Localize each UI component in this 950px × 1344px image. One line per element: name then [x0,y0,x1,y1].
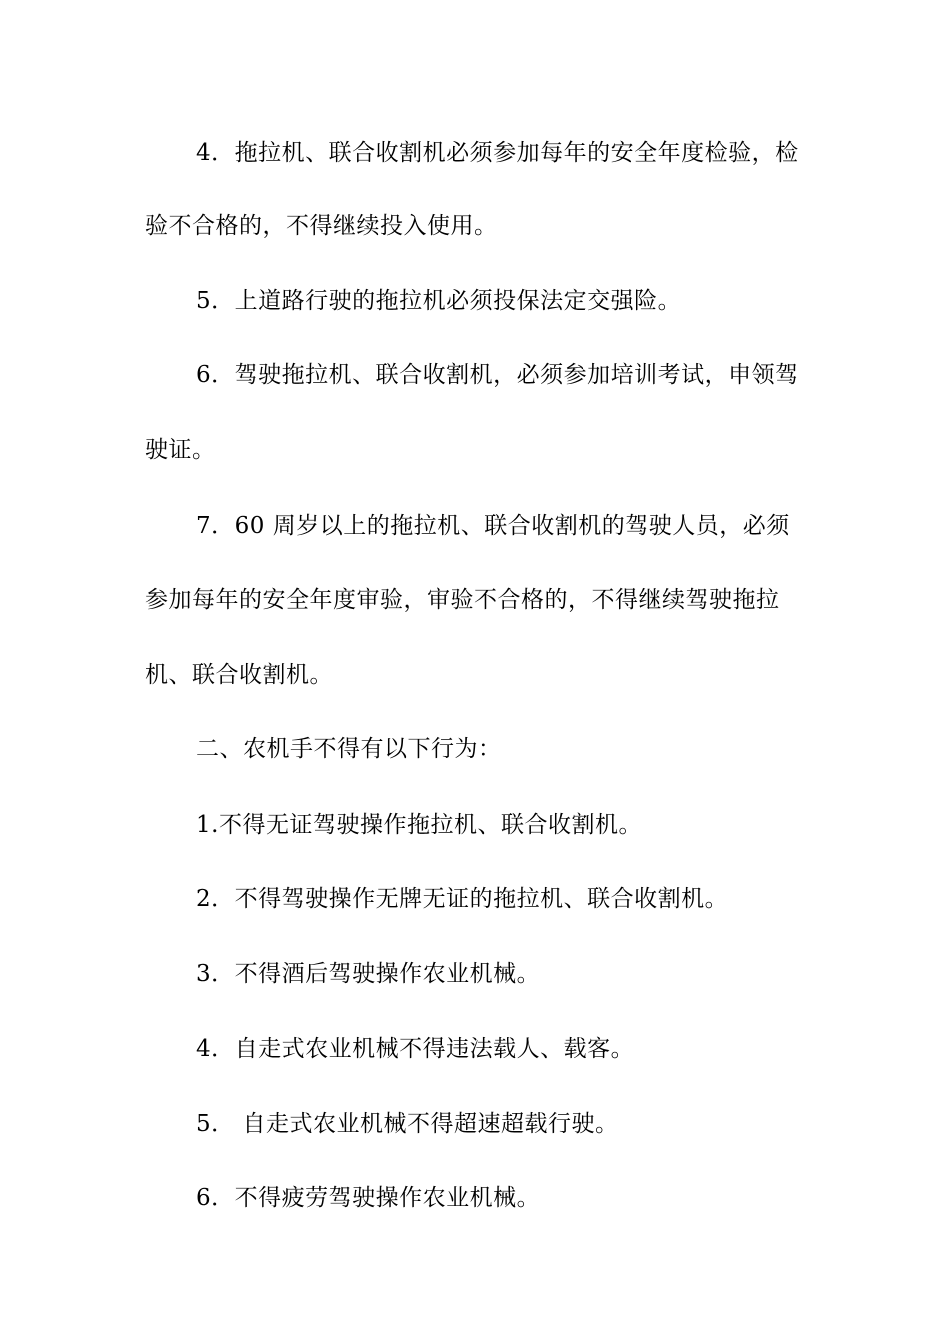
rule-item-4: 4．自走式农业机械不得违法载人、载客。 [196,1036,635,1062]
section-heading: 二、农机手不得有以下行为： [196,736,502,762]
paragraph-item-4-line-1: 4．拖拉机、联合收割机必须参加每年的安全年度检验，检 [196,140,799,166]
rule-item-1: 1.不得无证驾驶操作拖拉机、联合收割机。 [196,812,642,838]
paragraph-item-7-line-2: 参加每年的安全年度审验，审验不合格的，不得继续驾驶拖拉 [145,587,780,613]
paragraph-item-5: 5．上道路行驶的拖拉机必须投保法定交强险。 [196,288,682,314]
paragraph-item-4-line-2: 验不合格的，不得继续投入使用。 [145,213,498,239]
paragraph-item-7-line-1: 7．60 周岁以上的拖拉机、联合收割机的驾驶人员，必须 [196,513,790,539]
rule-item-2: 2．不得驾驶操作无牌无证的拖拉机、联合收割机。 [196,886,729,912]
paragraph-item-6-line-2: 驶证。 [145,437,216,463]
paragraph-item-6-line-1: 6．驾驶拖拉机、联合收割机，必须参加培训考试，申领驾 [196,362,799,388]
rule-item-5: 5． 自走式农业机械不得超速超载行驶。 [196,1111,619,1137]
rule-item-3: 3．不得酒后驾驶操作农业机械。 [196,961,541,987]
paragraph-item-7-line-3: 机、联合收割机。 [145,662,333,688]
rule-item-6: 6．不得疲劳驾驶操作农业机械。 [196,1185,541,1211]
